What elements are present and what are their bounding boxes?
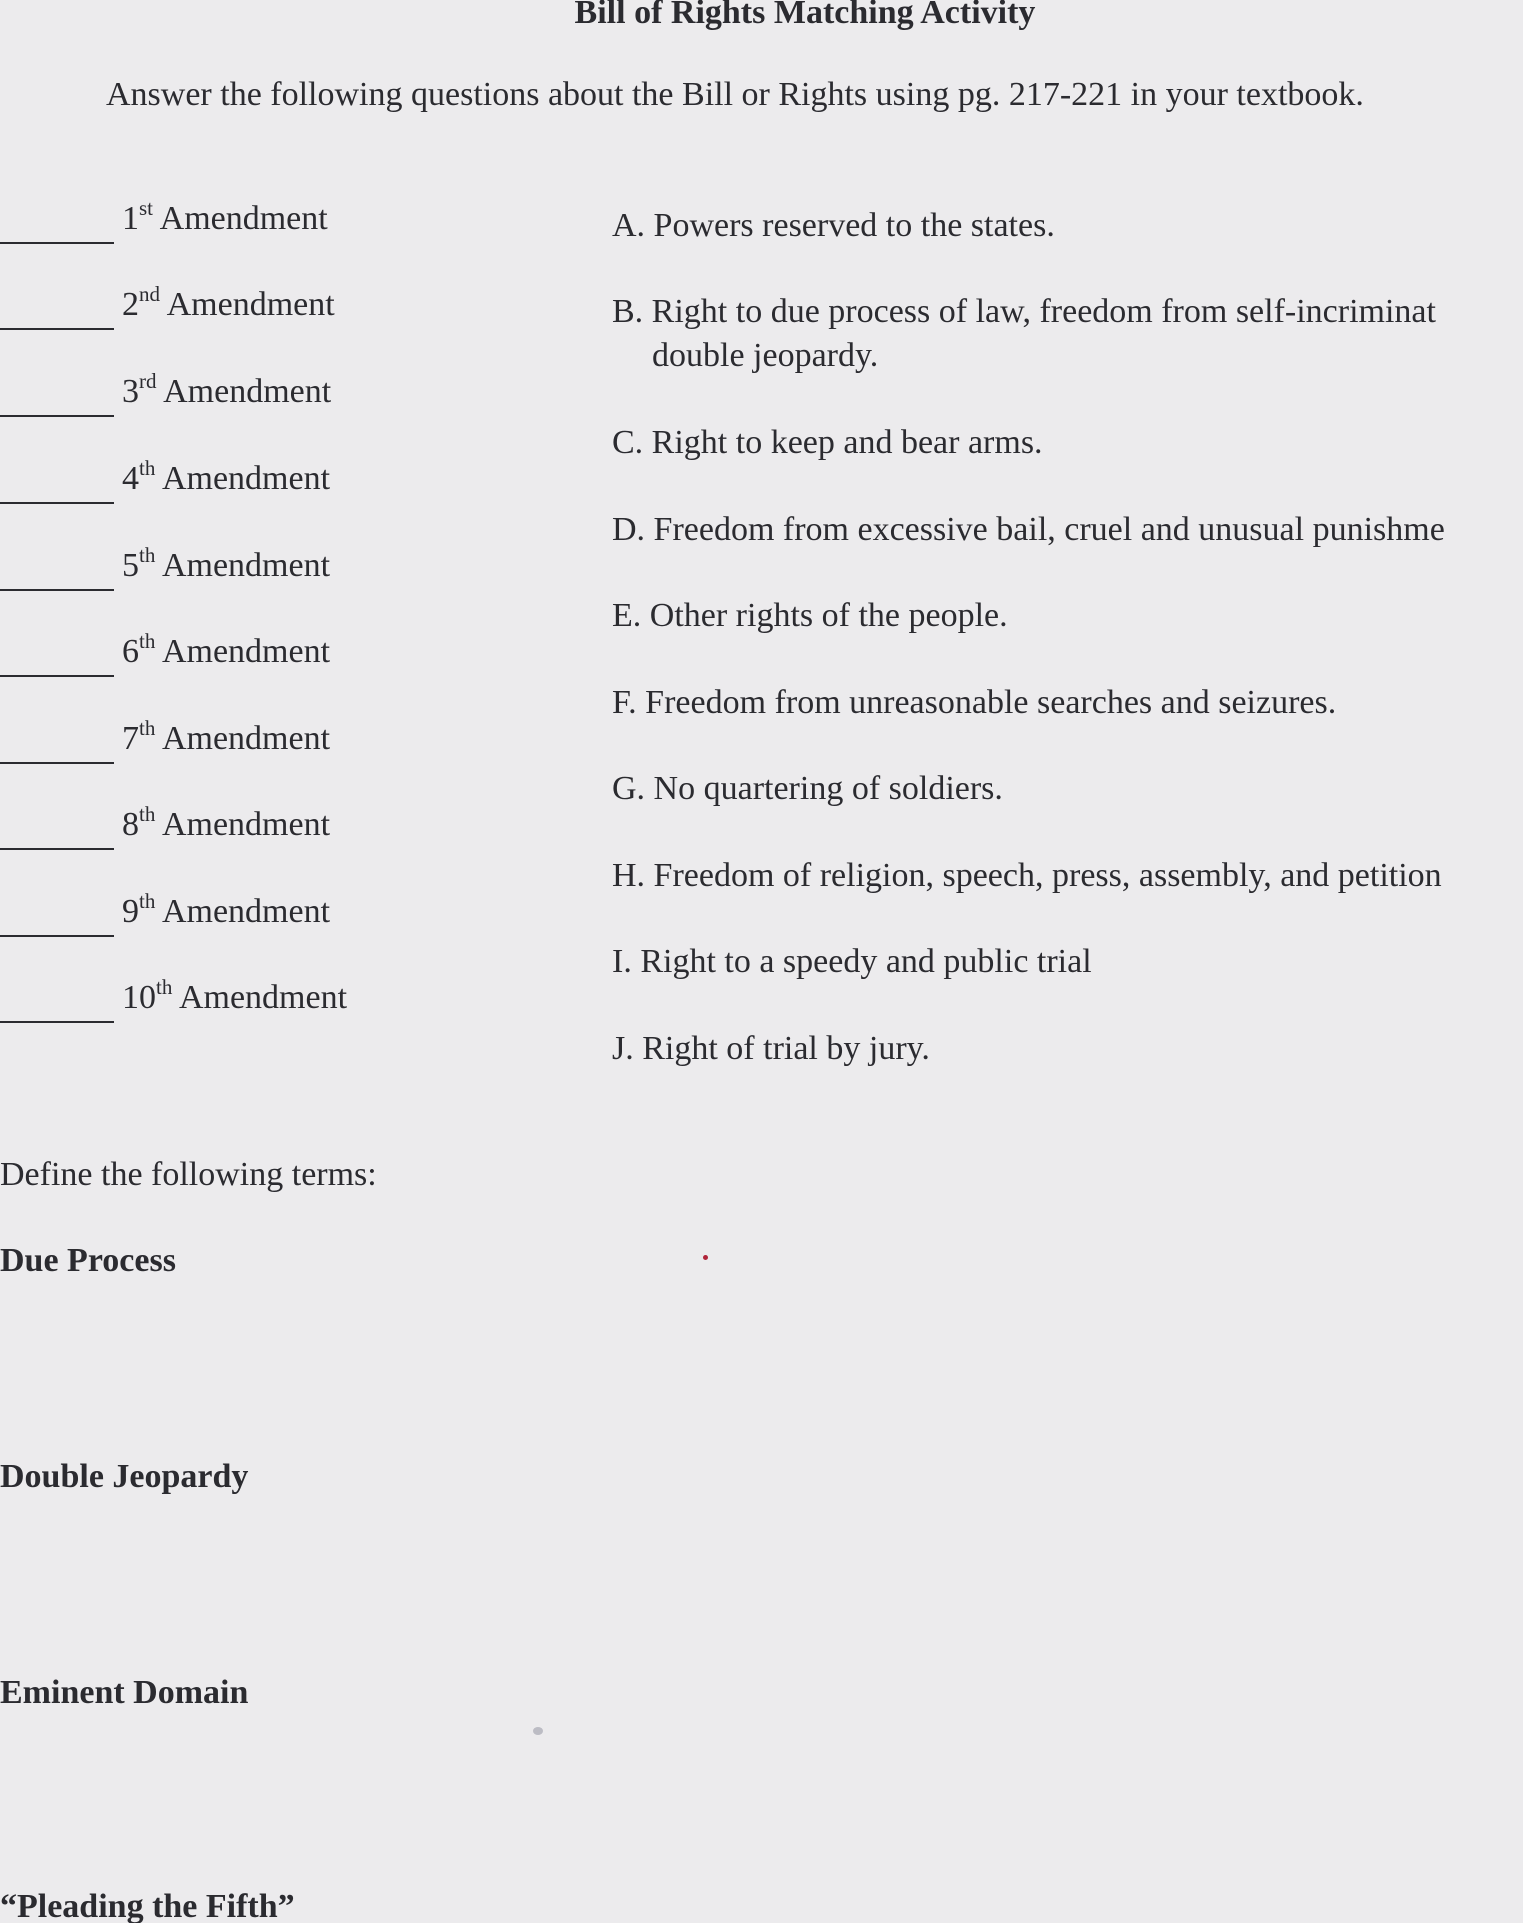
description-item: H. Freedom of religion, speech, press, assembly, and petition [612, 857, 1442, 894]
description-item: J. Right of trial by jury. [612, 1030, 930, 1067]
page-title: Bill of Rights Matching Activity [574, 0, 1036, 31]
answer-blank[interactable] [0, 328, 114, 330]
description-item: F. Freedom from unreasonable searches and seizures. [612, 684, 1337, 721]
answer-blank[interactable] [0, 415, 114, 417]
description-item: B. Right to due process of law, freedom from self-incriminat double jeopardy. [612, 290, 1436, 378]
amendment-label: 4th Amendment [122, 456, 331, 497]
instructions-text: Answer the following questions about the Bill or Rights using pg. 217-221 in your textbook. [106, 76, 1364, 113]
define-terms-label: Define the following terms: [0, 1156, 377, 1193]
amendment-label: 3rd Amendment [122, 369, 332, 410]
description-item: C. Right to keep and bear arms. [612, 424, 1043, 461]
amendment-label: 5th Amendment [122, 543, 331, 584]
term-due-process: Due Process [0, 1242, 176, 1279]
amendment-label: 8th Amendment [122, 802, 331, 843]
answer-blank[interactable] [0, 502, 114, 504]
amendment-label: 9th Amendment [122, 889, 331, 930]
answer-blank[interactable] [0, 935, 114, 937]
answer-blank[interactable] [0, 589, 114, 591]
description-item: D. Freedom from excessive bail, cruel and unusual punishme [612, 511, 1445, 548]
description-item: A. Powers reserved to the states. [612, 207, 1055, 244]
description-item: I. Right to a speedy and public trial [612, 943, 1092, 980]
amendment-label: 1st Amendment [122, 196, 328, 237]
term-pleading-the-fifth: “Pleading the Fifth” [0, 1888, 295, 1923]
answer-blank[interactable] [0, 675, 114, 677]
amendment-label: 6th Amendment [122, 629, 331, 670]
description-continuation: double jeopardy. [652, 337, 879, 374]
amendment-label: 2nd Amendment [122, 282, 335, 323]
term-double-jeopardy: Double Jeopardy [0, 1458, 249, 1495]
answer-blank[interactable] [0, 1021, 114, 1023]
answer-blank[interactable] [0, 762, 114, 764]
amendment-label: 10th Amendment [122, 975, 348, 1016]
term-eminent-domain: Eminent Domain [0, 1674, 249, 1711]
description-item: E. Other rights of the people. [612, 597, 1008, 634]
amendment-label: 7th Amendment [122, 716, 331, 757]
answer-blank[interactable] [0, 242, 114, 244]
paper-speck [533, 1727, 543, 1735]
answer-blank[interactable] [0, 848, 114, 850]
ink-speck [703, 1255, 708, 1260]
description-item: G. No quartering of soldiers. [612, 770, 1003, 807]
